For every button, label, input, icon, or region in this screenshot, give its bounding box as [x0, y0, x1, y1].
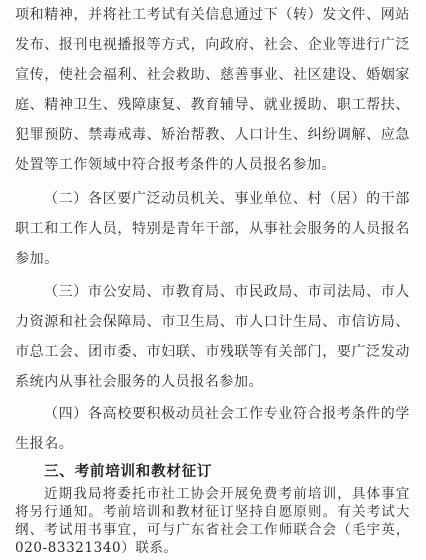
paragraph-line: 项和精神，并将社工考试有关信息通过下（转）发文件、网站 — [15, 7, 410, 23]
section-heading: 三、考前培训和教材征订 — [44, 464, 213, 480]
paragraph-line: 生报名。 — [15, 436, 74, 452]
paragraph-line: 市总工会、团市委、市妇联、市残联等有关部门，要广泛发动 — [15, 344, 410, 360]
paragraph-line: 近期我局将委托市社工协会开展免费考前培训，具体事宜 — [44, 486, 410, 502]
paragraph-line: 庭、精神卫生、残障康复、教育辅导、就业援助、职工帮扶、 — [15, 97, 410, 113]
paragraph-line: 犯罪预防、禁毒戒毒、矫治帮教、人口计生、纠纷调解、应急 — [15, 127, 410, 143]
paragraph-line: （二）各区要广泛动员机关、事业单位、村（居）的干部 — [44, 191, 410, 207]
paragraph-line: （三）市公安局、市教育局、市民政局、市司法局、市人 — [44, 284, 410, 300]
paragraph-line: 020-83321340）联系。 — [15, 540, 178, 556]
paragraph-line: 发布、报刊电视播报等方式，向政府、社会、企业等进行广泛 — [15, 37, 410, 53]
paragraph-line: （四）各高校要积极动员社会工作专业符合报考条件的学 — [44, 406, 410, 422]
paragraph-line: 系统内从事社会服务的人员报名参加。 — [15, 374, 264, 390]
paragraph-line: 将另行通知。考前培训和教材征订坚持自愿原则。有关考试大 — [15, 504, 410, 520]
paragraph-line: 参加。 — [15, 251, 59, 267]
paragraph-line: 宣传，使社会福利、社会救助、慈善事业、社区建设、婚姻家 — [15, 67, 410, 83]
paragraph-line: 处置等工作领域中符合报考条件的人员报名参加。 — [15, 157, 337, 173]
paragraph-line: 纲、考试用书事宜，可与广东省社会工作师联合会（毛宇英， — [15, 522, 410, 538]
paragraph-line: 力资源和社会保障局、市卫生局、市人口计生局、市信访局、 — [15, 314, 410, 330]
paragraph-line: 职工和工作人员，特别是青年干部，从事社会服务的人员报名 — [15, 221, 410, 237]
